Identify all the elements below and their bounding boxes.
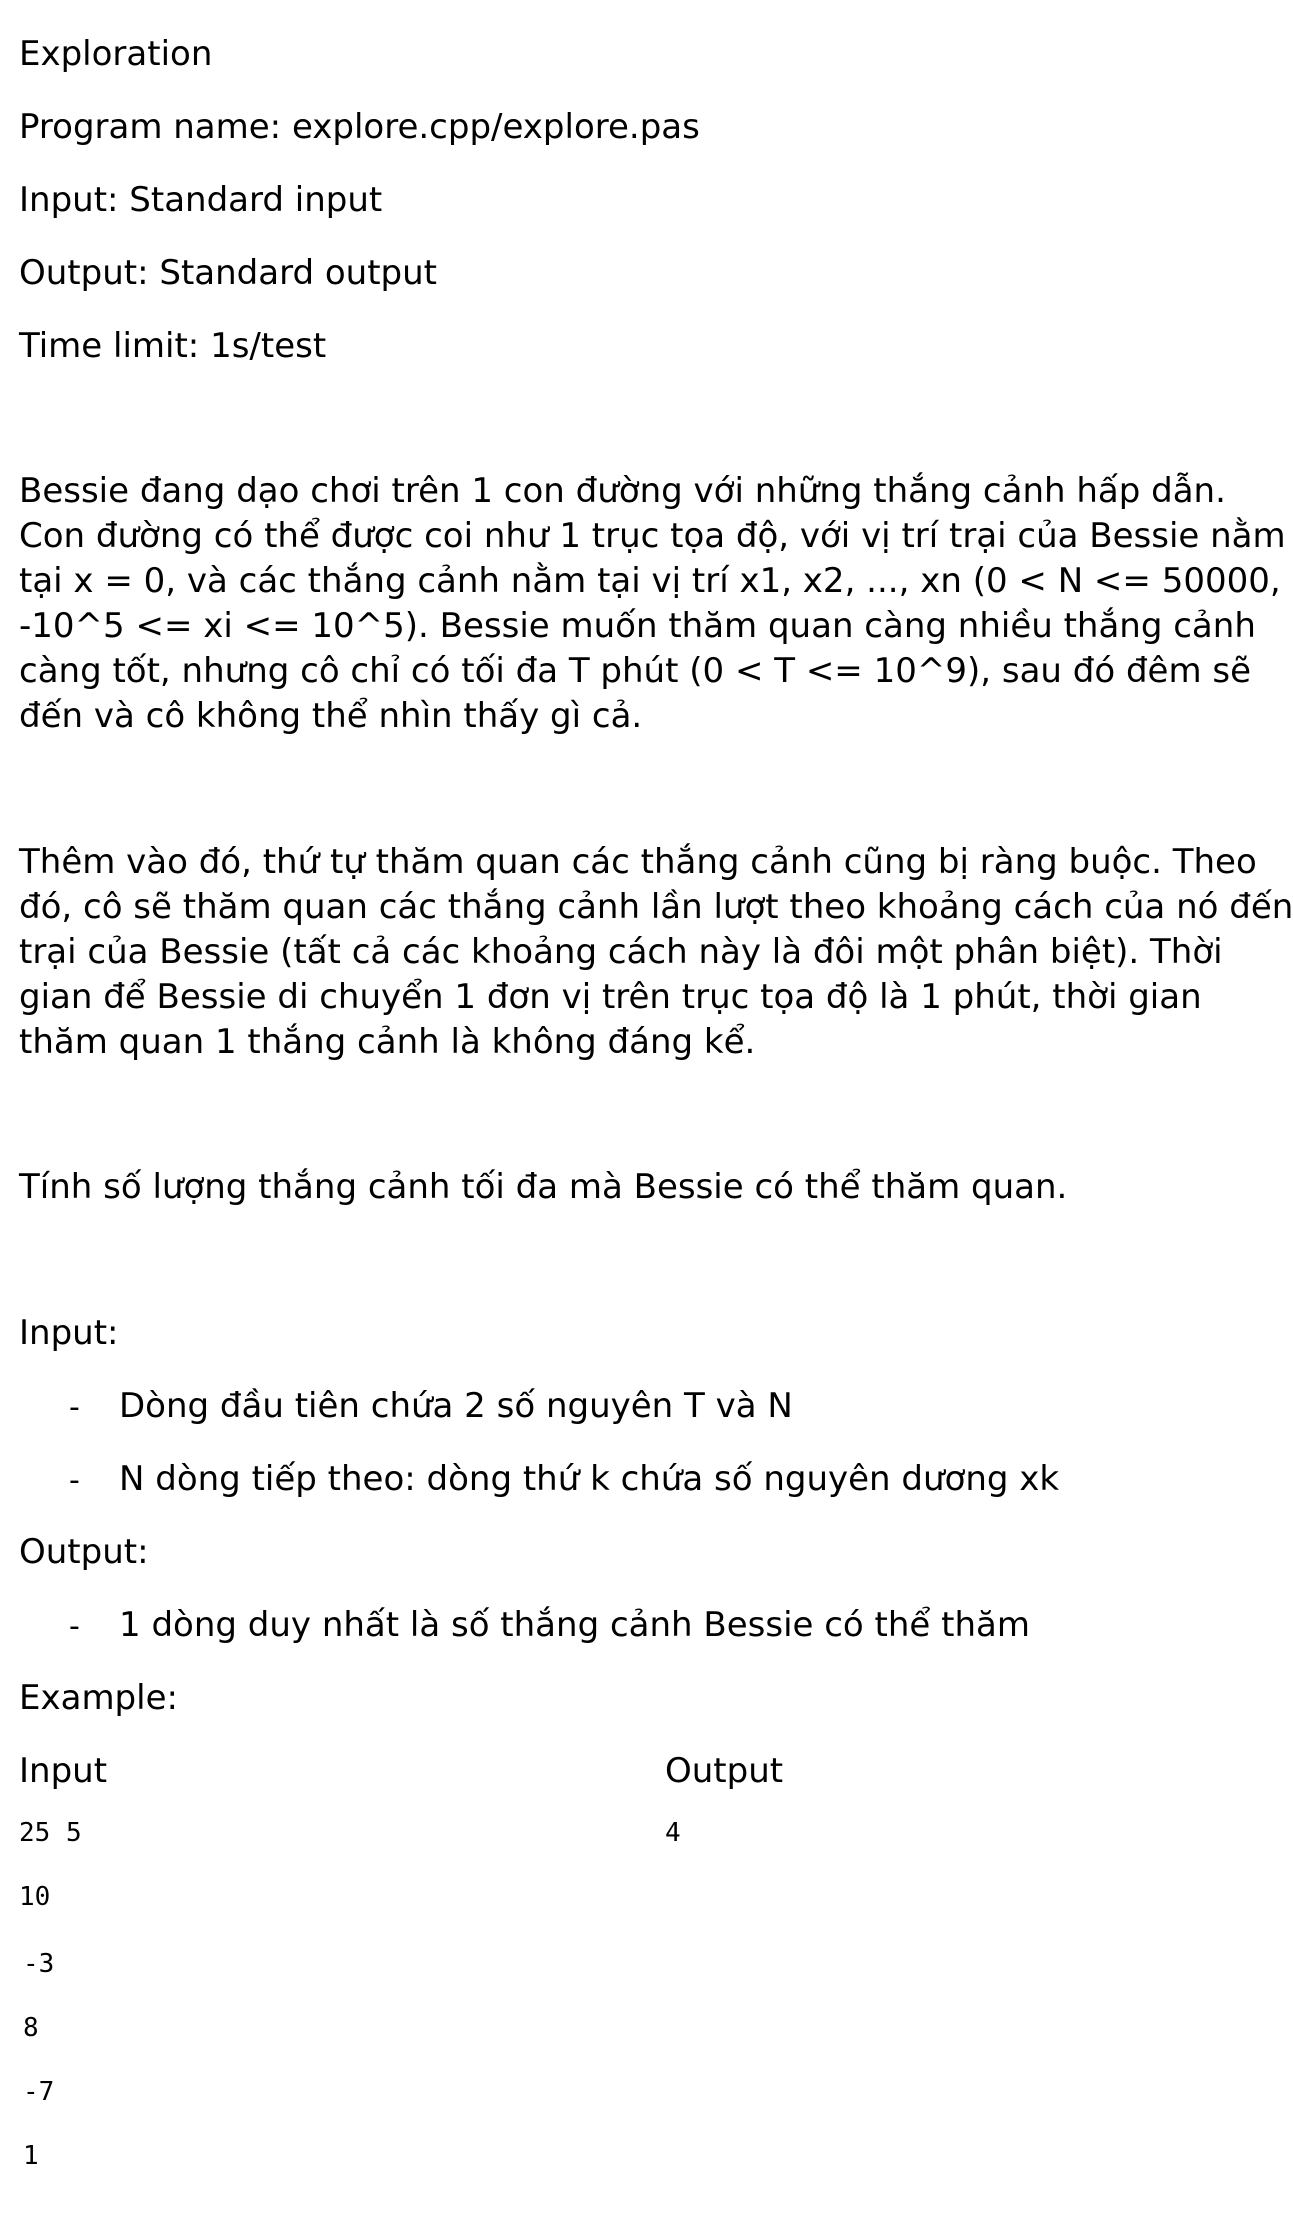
statement-line: Con đường có thể được coi như 1 trục tọa độ, với vị trí trại của Bessie nằm xyxy=(19,516,1286,556)
input-heading: Input: xyxy=(19,1313,119,1353)
problem-title: Exploration xyxy=(19,34,213,74)
output-bullet-1 xyxy=(69,1603,1030,1649)
input-bullet-1 xyxy=(69,1384,793,1430)
statement-line: đó, cô sẽ thăm quan các thắng cảnh lần lượt theo khoảng cách của nó đến xyxy=(19,887,1293,927)
statement-line: đến và cô không thể nhìn thấy gì cả. xyxy=(19,696,643,736)
statement-line: càng tốt, nhưng cô chỉ có tối đa T phút (0 < T <= 10^9), sau đó đêm sẽ xyxy=(19,651,1252,691)
statement-line: Bessie đang dạo chơi trên 1 con đường với những thắng cảnh hấp dẫn. xyxy=(19,471,1226,511)
input-spec: Input: Standard input xyxy=(19,180,383,220)
example-output-line: 4 xyxy=(665,1818,681,1848)
statement-paragraph-2 xyxy=(19,840,1293,1065)
example-input-line: -3 xyxy=(23,1949,55,1979)
example-input-line: -7 xyxy=(23,2077,55,2107)
example-input-line: 8 xyxy=(23,2013,39,2043)
statement-paragraph-3: Tính số lượng thắng cảnh tối đa mà Bessie có thể thăm quan. xyxy=(19,1167,1068,1207)
example-heading: Example: xyxy=(19,1678,178,1718)
statement-line: tại x = 0, và các thắng cảnh nằm tại vị trí x1, x2, ..., xn (0 < N <= 50000, xyxy=(19,561,1281,601)
statement-line: thăm quan 1 thắng cảnh là không đáng kể. xyxy=(19,1022,756,1062)
bullet-text: N dòng tiếp theo: dòng thứ k chứa số nguyên dương xk xyxy=(119,1459,1060,1499)
time-limit: Time limit: 1s/test xyxy=(19,326,327,366)
example-input-label: Input xyxy=(19,1751,108,1791)
bullet-dash: - xyxy=(69,1463,80,1498)
input-bullet-2 xyxy=(69,1457,1059,1503)
output-heading: Output: xyxy=(19,1532,149,1572)
output-spec: Output: Standard output xyxy=(19,253,437,293)
example-input-line: 1 xyxy=(23,2141,39,2171)
statement-line: trại của Bessie (tất cả các khoảng cách này là đôi một phân biệt). Thời xyxy=(19,932,1223,972)
statement-paragraph-1 xyxy=(19,469,1286,739)
bullet-dash: - xyxy=(69,1609,80,1644)
bullet-text: Dòng đầu tiên chứa 2 số nguyên T và N xyxy=(119,1386,793,1426)
example-output-label: Output xyxy=(665,1751,784,1791)
bullet-text: 1 dòng duy nhất là số thắng cảnh Bessie có thể thăm xyxy=(119,1605,1030,1645)
statement-line: -10^5 <= xi <= 10^5). Bessie muốn thăm quan càng nhiều thắng cảnh xyxy=(19,606,1256,646)
program-name: Program name: explore.cpp/explore.pas xyxy=(19,107,700,147)
statement-line: Thêm vào đó, thứ tự thăm quan các thắng cảnh cũng bị ràng buộc. Theo xyxy=(19,842,1257,882)
bullet-dash: - xyxy=(69,1390,80,1425)
example-input-line: 10 xyxy=(19,1882,51,1912)
example-input-line: 25 5 xyxy=(19,1818,82,1848)
statement-line: gian để Bessie di chuyển 1 đơn vị trên trục tọa độ là 1 phút, thời gian xyxy=(19,977,1202,1017)
